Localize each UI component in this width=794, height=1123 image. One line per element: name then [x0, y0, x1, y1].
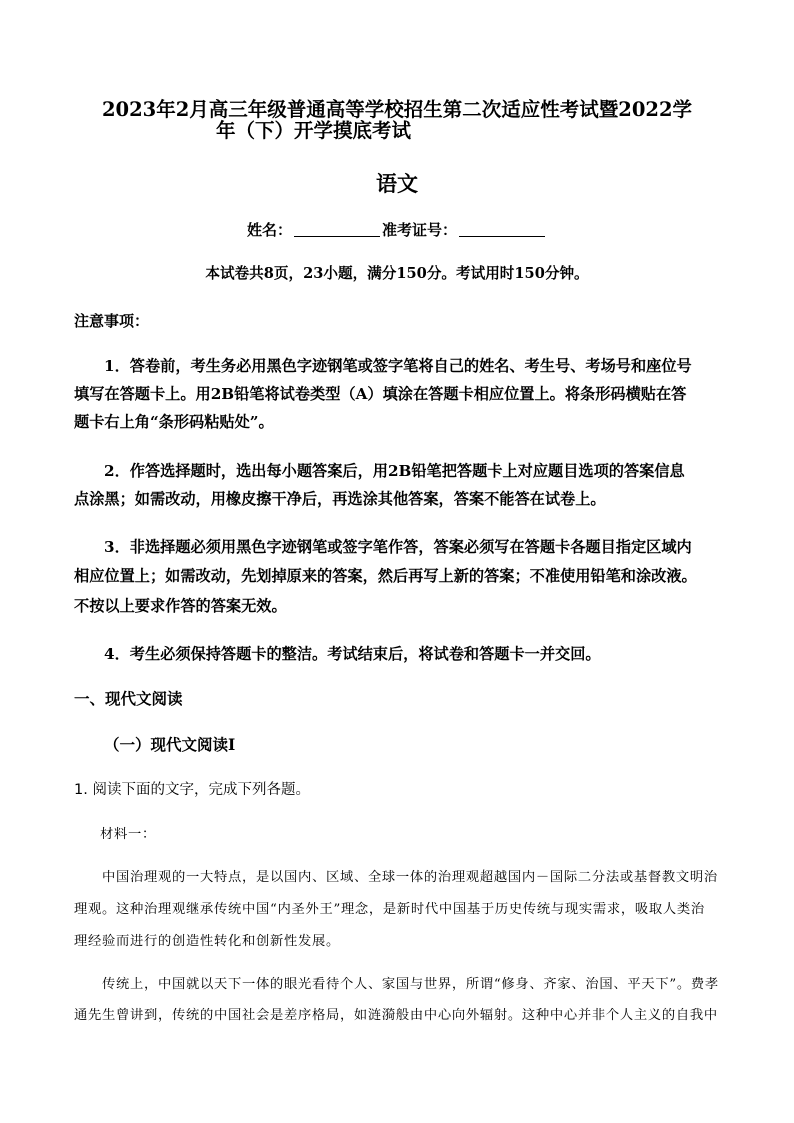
material-para-1-line1: 中国治理观的一大特点，是以国内、区域、全球一体的治理观超越国内－国际二分法或基督教文明治 — [102, 870, 718, 885]
notice-item-3-line1: 3．非选择题必须用黑色字迹钢笔或签字笔作答，答案必须写在答题卡各题目指定区域内 — [104, 538, 692, 556]
exam-title-line1: 2023年2月高三年级普通高等学校招生第二次适应性考试暨2022学 — [101, 98, 693, 121]
notice-item-1-line3: 题卡右上角“条形码粘贴处”。 — [74, 413, 274, 431]
material-para-2-line2: 通先生曾讲到，传统的中国社会是差序格局，如涟漪般由中心向外辐射。这种中心并非个人主义的自我中 — [74, 1008, 718, 1023]
notice-item-1-line1: 1．答卷前，考生务必用黑色字迹钢笔或签字笔将自己的姓名、考生号、考场号和座位号 — [104, 357, 692, 375]
candidate-info-row — [0, 219, 794, 240]
name-blank[interactable] — [294, 222, 380, 237]
name-label: 姓名： — [246, 221, 292, 239]
material-label: 材料一： — [100, 827, 156, 842]
id-blank[interactable] — [459, 222, 545, 237]
material-para-2-line1: 传统上，中国就以天下一体的眼光看待个人、家国与世界，所谓“修身、齐家、治国、平天下”。费孝 — [102, 977, 719, 992]
notice-item-4-line1: 4．考生必须保持答题卡的整洁。考试结束后，将试卷和答题卡一并交回。 — [104, 645, 601, 663]
subject-title: 语文 — [376, 171, 418, 196]
question-1-prompt: 1. 阅读下面的文字，完成下列各题。 — [74, 782, 310, 798]
section-heading: 一、现代文阅读 — [74, 689, 183, 708]
notice-item-1-line2: 填写在答题卡上。用2B铅笔将试卷类型（A）填涂在答题卡相应位置上。将条形码横贴在答 — [74, 385, 687, 403]
notice-item-2-line2: 点涂黑；如需改动，用橡皮擦干净后，再选涂其他答案，答案不能答在试卷上。 — [74, 490, 606, 508]
notice-item-3-line3: 不按以上要求作答的答案无效。 — [74, 597, 287, 615]
notice-heading: 注意事项： — [74, 312, 150, 330]
notice-item-2-line1: 2．作答选择题时，选出每小题答案后，用2B铅笔把答题卡上对应题目选项的答案信息 — [104, 462, 685, 480]
exam-info: 本试卷共8页，23小题，满分150分。考试用时150分钟。 — [205, 265, 589, 282]
id-label: 准考证号： — [382, 221, 458, 239]
section-subheading: （一）现代文阅读Ⅰ — [104, 735, 236, 754]
material-para-1-line2: 理观。这种治理观继承传统中国“内圣外王”理念，是新时代中国基于历史传统与现实需求，吸取人类治 — [74, 902, 705, 917]
exam-title-line2: 年（下）开学摸底考试 — [216, 119, 412, 142]
material-para-1-line3: 理经验而进行的创造性转化和创新性发展。 — [74, 934, 340, 949]
notice-item-3-line2: 相应位置上；如需改动，先划掉原来的答案，然后再写上新的答案；不准使用铅笔和涂改液。 — [74, 567, 697, 585]
